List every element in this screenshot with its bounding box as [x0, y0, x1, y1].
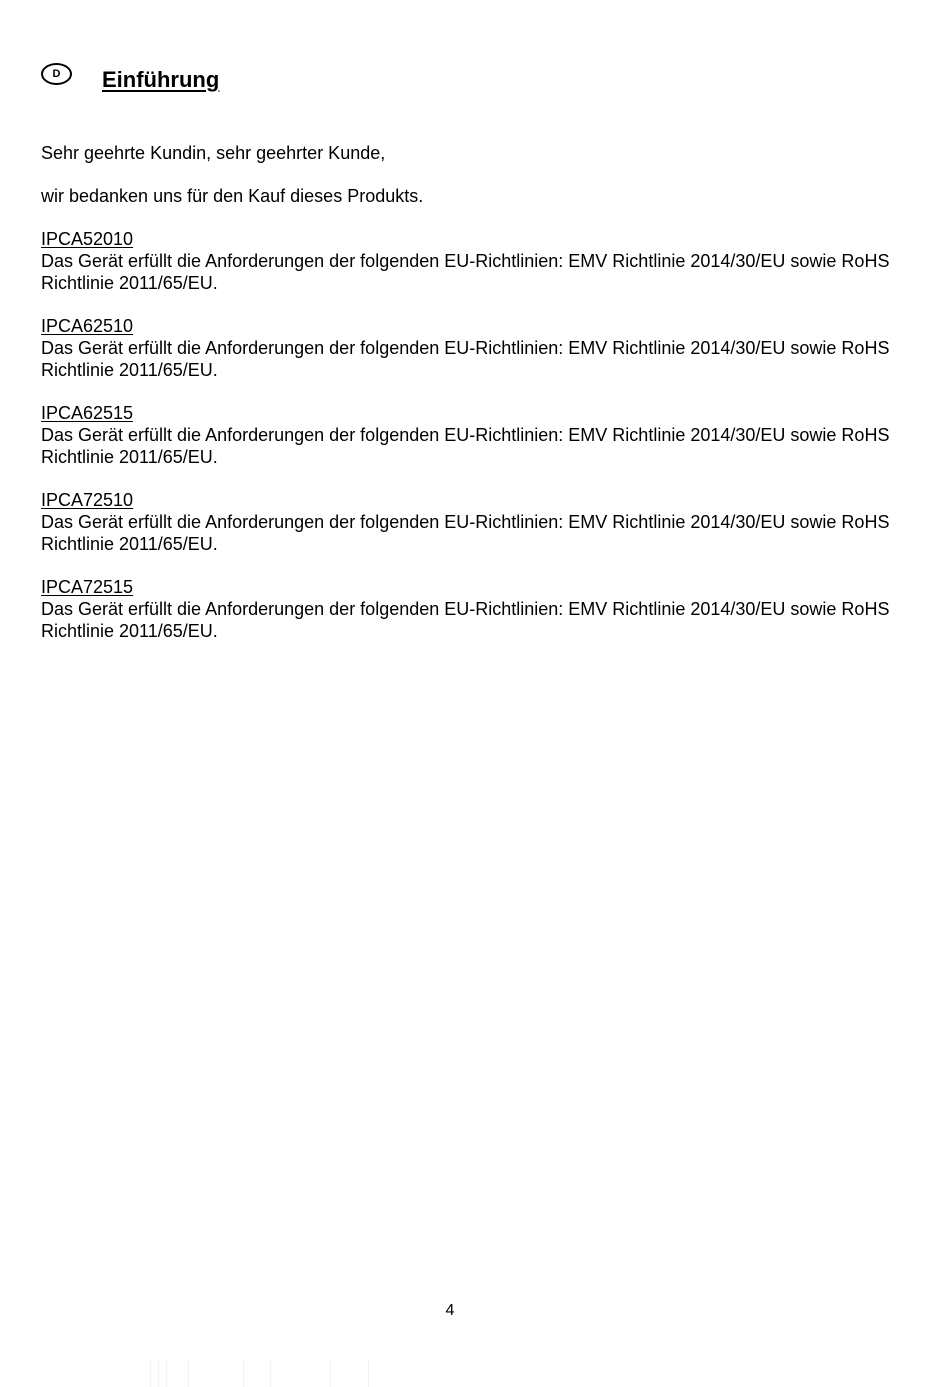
language-badge-icon: [41, 63, 72, 85]
product-code: IPCA62515: [41, 403, 134, 423]
product-block: [41, 576, 921, 642]
product-code: IPCA52010: [41, 229, 134, 249]
product-description: Das Gerät erfüllt die Anforderungen der folgenden EU-Richtlinien: EMV Richtlinie 2014/30/EU sowie RoHS Richtlinie 2011/65/EU.: [41, 251, 890, 293]
thanks-text: wir bedanken uns für den Kauf dieses Produkts.: [41, 186, 424, 206]
product-code: IPCA72510: [41, 490, 134, 510]
product-block: [41, 228, 921, 294]
product-code: IPCA62510: [41, 316, 134, 336]
product-description: Das Gerät erfüllt die Anforderungen der folgenden EU-Richtlinien: EMV Richtlinie 2014/30/EU sowie RoHS Richtlinie 2011/65/EU.: [41, 512, 890, 554]
page-title: Einführung: [102, 67, 220, 92]
product-description: Das Gerät erfüllt die Anforderungen der folgenden EU-Richtlinien: EMV Richtlinie 2014/30/EU sowie RoHS Richtlinie 2011/65/EU.: [41, 338, 890, 380]
product-description: Das Gerät erfüllt die Anforderungen der folgenden EU-Richtlinien: EMV Richtlinie 2014/30/EU sowie RoHS Richtlinie 2011/65/EU.: [41, 425, 890, 467]
product-code: IPCA72515: [41, 577, 134, 597]
product-description: Das Gerät erfüllt die Anforderungen der folgenden EU-Richtlinien: EMV Richtlinie 2014/30/EU sowie RoHS Richtlinie 2011/65/EU.: [41, 599, 890, 641]
product-block: [41, 315, 921, 381]
language-badge-label: D: [52, 67, 61, 80]
product-block: [41, 402, 921, 468]
page-number: 4: [445, 1302, 455, 1319]
scan-artifact-strip: [0, 1360, 950, 1387]
greeting-text: Sehr geehrte Kundin, sehr geehrter Kunde,: [41, 143, 386, 163]
product-block: [41, 489, 921, 555]
